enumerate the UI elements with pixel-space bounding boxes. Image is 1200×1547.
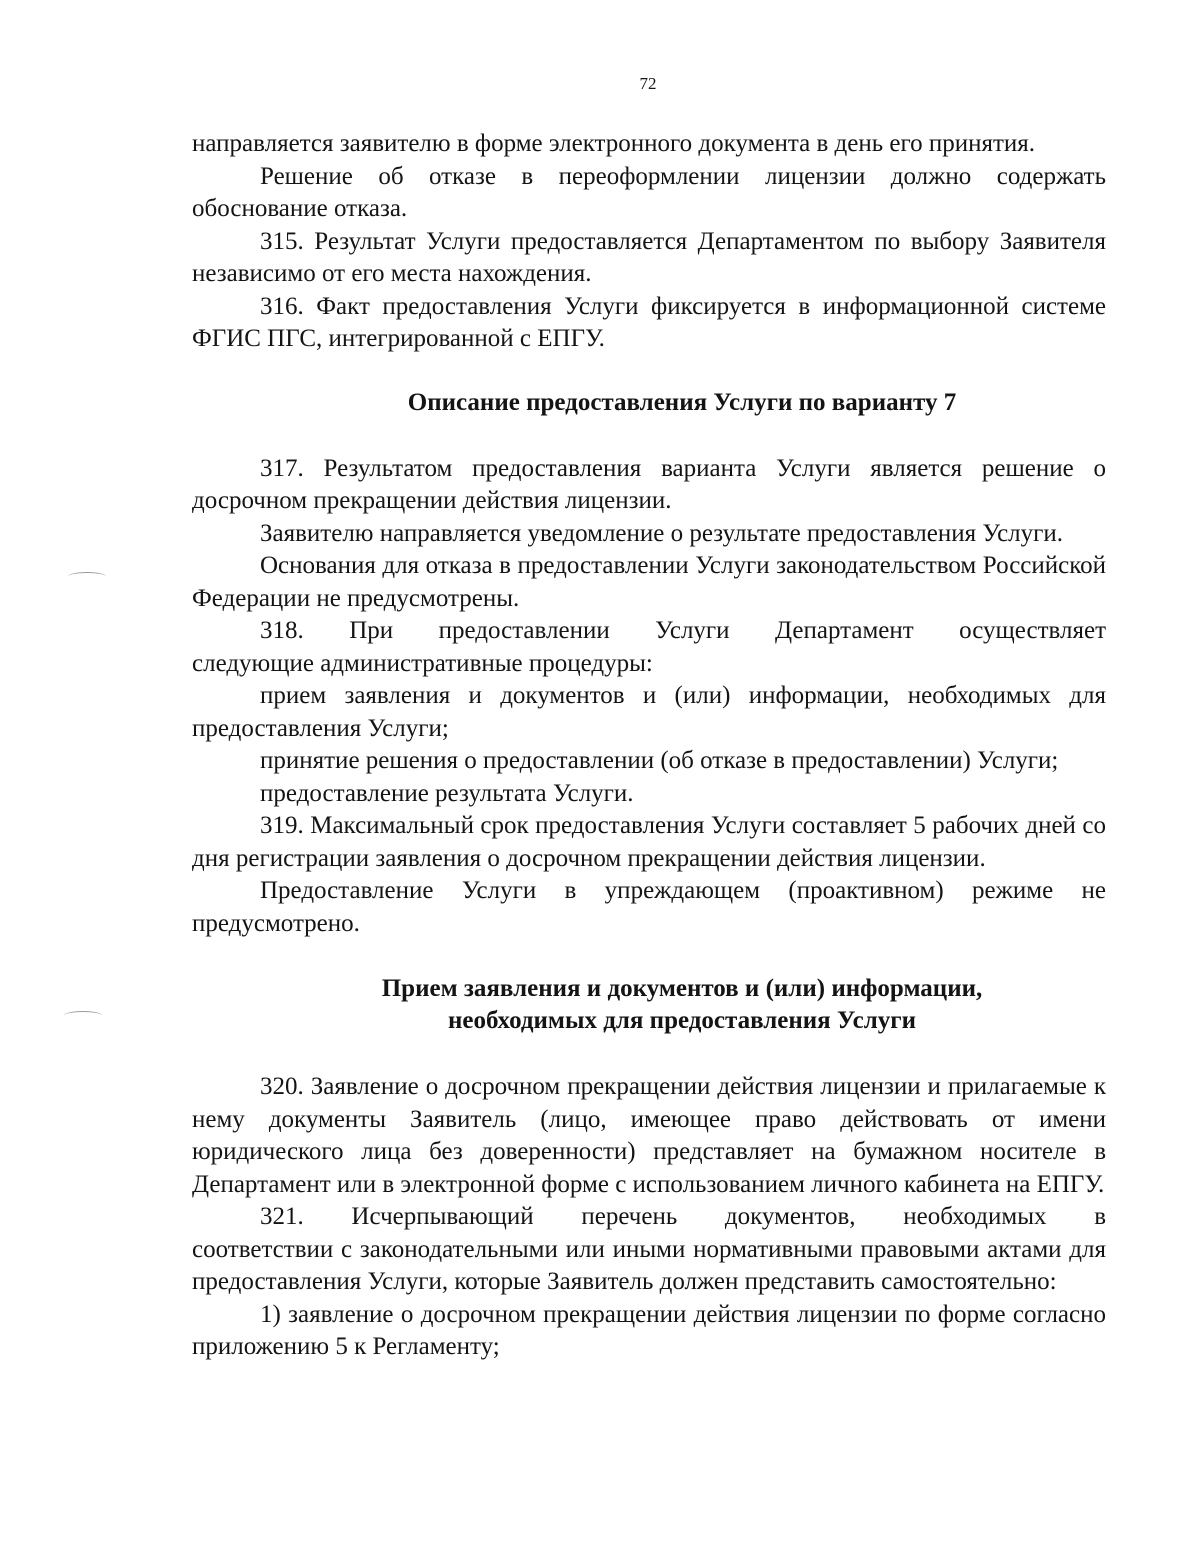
paragraph-319: 319. Максимальный срок предоставления Услуги составляет 5 рабочих дней со дня регистрации заявления о досрочном прекращении действия лицензии.	[192, 812, 1106, 872]
paragraph-317: 317. Результатом предоставления варианта Услуги является решение о досрочном прекращении действия лицензии.	[192, 454, 1106, 514]
section-heading-line-2: необходимых для предоставления Услуги	[448, 1007, 916, 1034]
paragraph-315: 315. Результат Услуги предоставляется Департаментом по выбору Заявителя независимо от его места нахождения.	[192, 227, 1106, 287]
document-list-item-1: 1) заявление о досрочном прекращении действия лицензии по форме согласно приложению 5 к Регламенту;	[192, 1300, 1106, 1360]
paragraph-refusal-justification: Решение об отказе в переоформлении лицензии должно содержать обоснование отказа.	[192, 162, 1106, 222]
paragraph-318-line1: 318. При предоставлении Услуги Департамент осуществляет	[260, 617, 1106, 644]
procedure-item-decision: принятие решения о предоставлении (об отказе в предоставлении) Услуги;	[260, 747, 1059, 774]
paragraph-proactive-mode: Предоставление Услуги в упреждающем (проактивном) режиме не предусмотрено.	[192, 877, 1106, 937]
scan-mark-2	[64, 1011, 102, 1020]
paragraph-318-line2: следующие административные процедуры:	[192, 649, 653, 677]
paragraph-continuation: направляется заявителю в форме электронного документа в день его принятия.	[192, 130, 1036, 157]
scan-mark-1	[68, 572, 106, 581]
section-heading-application-reception	[192, 973, 1106, 1037]
section-heading-variant-7: Описание предоставления Услуги по варианту 7	[407, 388, 957, 416]
paragraph-320: 320. Заявление о досрочном прекращении действия лицензии и прилагаемые к нему документы Заявитель (лицо, имеющее право действовать от имени юридического лица без доверенности) представляет на бумажном носителе в Департамент или в электронной форме с использованием личного кабинета на ЕПГУ.	[192, 1073, 1106, 1198]
document-body	[192, 128, 1106, 1364]
procedure-item-reception: прием заявления и документов и (или) информации, необходимых для предоставления Услуги;	[192, 682, 1106, 742]
page-number: 72	[639, 74, 657, 93]
paragraph-notification: Заявителю направляется уведомление о результате предоставления Услуги.	[260, 519, 1064, 547]
procedure-item-result: предоставление результата Услуги.	[260, 779, 634, 807]
paragraph-refusal-grounds: Основания для отказа в предоставлении Услуги законодательством Российской Федерации не предусмотрены.	[192, 552, 1106, 612]
section-heading-line-1: Прием заявления и документов и (или) информации,	[381, 975, 983, 1002]
paragraph-316: 316. Факт предоставления Услуги фиксируется в информационной системе ФГИС ПГС, интегрированной с ЕПГУ.	[192, 292, 1106, 352]
paragraph-321-rest: соответствии с законодательными или иными нормативными правовыми актами для предоставления Услуги, которые Заявитель должен представить самостоятельно:	[192, 1235, 1106, 1295]
paragraph-321-line1: 321. Исчерпывающий перечень документов, необходимых в	[260, 1203, 1106, 1230]
